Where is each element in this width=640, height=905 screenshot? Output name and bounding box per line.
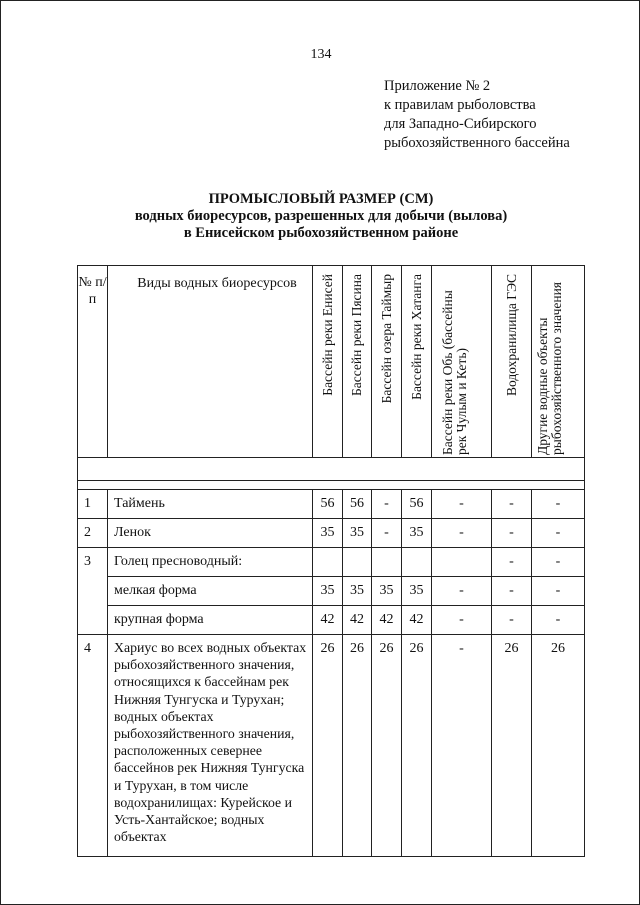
document-title <box>1 191 640 242</box>
header-col-5: Бассейн реки Обь (бассейны рек Чулым и Кеть) <box>432 266 492 458</box>
table-spacer-row <box>78 481 585 490</box>
table-row: 1 Таймень 56 56 - 56 - - - <box>78 490 585 519</box>
appendix-line: Приложение № 2 <box>384 78 491 94</box>
header-col-6: Водохранилища ГЭС <box>492 266 532 458</box>
page-number: 134 <box>310 47 332 62</box>
title-line: водных биоресурсов, разрешенных для добычи (вылова) <box>134 208 508 224</box>
header-col-4: Бассейн реки Хатанга <box>402 266 432 458</box>
table-header-row <box>78 266 585 458</box>
size-table <box>77 265 585 857</box>
table-row: 4 Хариус во всех водных объектах рыбохозяйственного значения, относящихся к бассейнам рек Нижняя Тунгуска и Турухан; водных объектах рыбохозяйственного значения, расположенных севернее бассейнов рек Нижняя Тунгуска и Турухан, в том числе водохранилищах: Курейское и Усть-Хантайское; водных объектах 26 26 26 26 - 26 26 <box>78 635 585 857</box>
appendix-line: для Западно-Сибирского <box>384 116 537 132</box>
appendix-block <box>384 77 570 153</box>
header-name: Виды водных биоресурсов <box>108 266 313 458</box>
title-line: ПРОМЫСЛОВЫЙ РАЗМЕР (СМ) <box>208 191 434 207</box>
header-col-7: Другие водные объекты рыбохозяйственного значения <box>532 266 585 458</box>
header-num: № п/п <box>78 266 108 458</box>
table-row: 2 Ленок 35 35 - 35 - - - <box>78 519 585 548</box>
table-row: крупная форма 42 42 42 42 - - - <box>78 606 585 635</box>
header-col-3: Бассейн озера Таймыр <box>372 266 402 458</box>
header-col-1: Бассейн реки Енисей <box>313 266 343 458</box>
title-line: в Енисейском рыбохозяйственном районе <box>183 225 459 241</box>
appendix-line: рыбохозяйственного бассейна <box>384 135 570 151</box>
table-row: 3 Голец пресноводный: - - <box>78 548 585 577</box>
table-spacer-row <box>78 458 585 481</box>
header-col-2: Бассейн реки Пясина <box>343 266 372 458</box>
appendix-line: к правилам рыболовства <box>384 97 536 113</box>
table-row: мелкая форма 35 35 35 35 - - - <box>78 577 585 606</box>
